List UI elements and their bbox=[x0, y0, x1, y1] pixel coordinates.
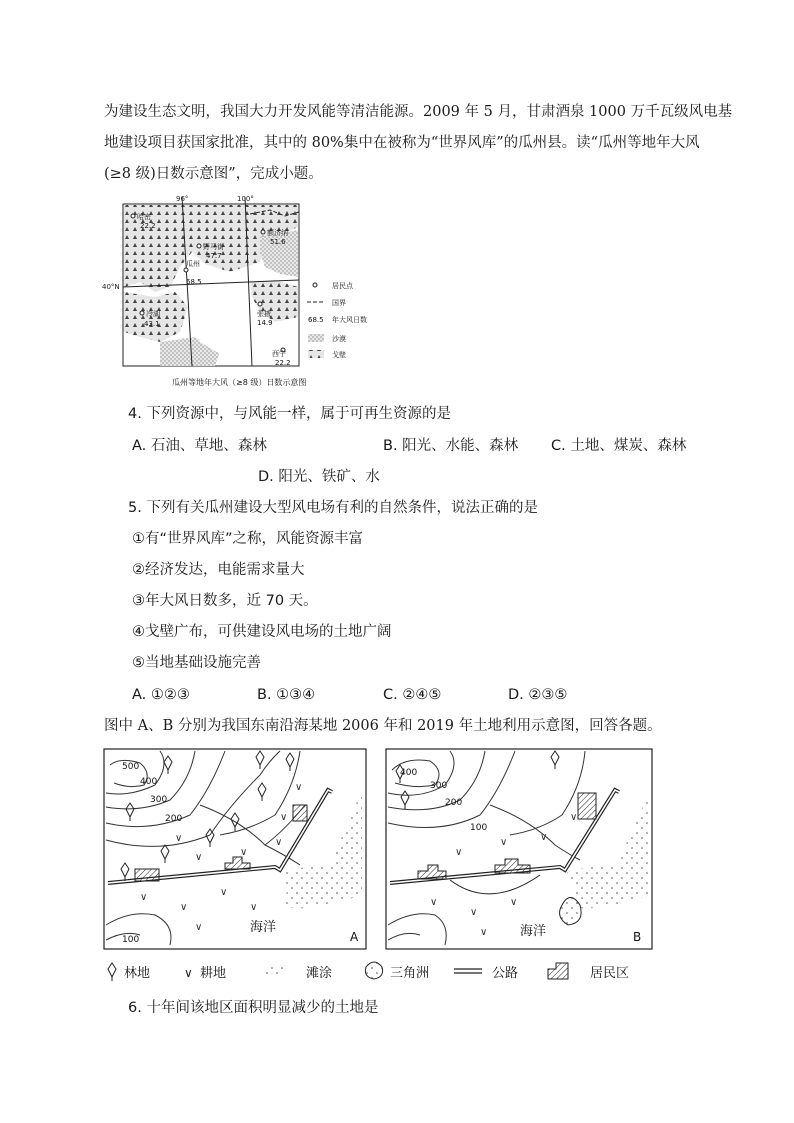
svg-text:22.2: 22.2 bbox=[275, 359, 291, 367]
intro2-text: 图中 A、B 分别为我国东南沿海某地 2006 年和 2019 年土地利用示意图，回答各题。 bbox=[104, 718, 662, 734]
q5-option-b[interactable]: B. ①③④ bbox=[257, 687, 316, 703]
svg-text:∨: ∨ bbox=[275, 837, 283, 848]
q5-stem: 5. 下列有关瓜州建设大型风电场有利的自然条件，说法正确的是 bbox=[128, 500, 538, 516]
svg-text:68.5: 68.5 bbox=[186, 278, 202, 286]
legend-residential: 居民区 bbox=[590, 966, 630, 981]
panel-a bbox=[104, 749, 366, 949]
q5-statement-3: ③年大风日数多，近 70 天。 bbox=[132, 593, 318, 609]
svg-text:∨: ∨ bbox=[195, 922, 203, 933]
svg-text:∨: ∨ bbox=[430, 897, 438, 908]
contour-100-a: 100 bbox=[122, 935, 140, 945]
contour-300-b: 300 bbox=[430, 781, 448, 791]
q4-option-a[interactable]: A. 石油、草地、森林 bbox=[132, 438, 267, 454]
svg-text:居民点: 居民点 bbox=[332, 282, 353, 290]
svg-text:∨: ∨ bbox=[195, 852, 203, 863]
legend-road: 公路 bbox=[492, 966, 519, 981]
svg-text:51.6: 51.6 bbox=[270, 238, 286, 246]
svg-text:张掖: 张掖 bbox=[257, 310, 271, 318]
svg-text:∨: ∨ bbox=[175, 833, 183, 844]
svg-text:戈壁: 戈壁 bbox=[332, 351, 346, 359]
svg-text:∨: ∨ bbox=[295, 782, 303, 793]
svg-text:年大风日数: 年大风日数 bbox=[332, 316, 367, 324]
contour-500-a: 500 bbox=[122, 762, 140, 772]
svg-text:沙漠: 沙漠 bbox=[332, 335, 346, 343]
svg-text:∨: ∨ bbox=[280, 812, 288, 823]
svg-text:43.1: 43.1 bbox=[144, 320, 160, 328]
svg-text:∨: ∨ bbox=[140, 892, 148, 903]
panel-b bbox=[386, 749, 652, 949]
q5-option-a[interactable]: A. ①②③ bbox=[132, 687, 190, 703]
svg-text:冷湖: 冷湖 bbox=[146, 310, 160, 318]
svg-text:∨: ∨ bbox=[220, 887, 228, 898]
q4-option-b[interactable]: B. 阳光、水能、森林 bbox=[383, 438, 519, 454]
svg-text:∨: ∨ bbox=[250, 902, 258, 913]
svg-text:∨: ∨ bbox=[455, 847, 463, 858]
svg-text:∨: ∨ bbox=[570, 812, 578, 823]
sea-label-b: 海洋 bbox=[520, 924, 547, 939]
sea-label-a: 海洋 bbox=[250, 920, 277, 935]
contour-300-a: 300 bbox=[150, 795, 168, 805]
q4-stem: 4. 下列资源中，与风能一样，属于可再生资源的是 bbox=[128, 406, 451, 422]
svg-text:∨: ∨ bbox=[470, 907, 478, 918]
panel-a-label: A bbox=[350, 930, 359, 944]
lon-96-label: 96° bbox=[176, 195, 189, 203]
map1-legend bbox=[307, 281, 367, 359]
svg-text:∨: ∨ bbox=[240, 847, 248, 858]
contour-400-a: 400 bbox=[140, 777, 158, 787]
intro-line-2: 地建设项目获国家批准，其中的 80%集中在被称为“世界风库”的瓜州县。读“瓜州等地年大风 bbox=[104, 135, 700, 151]
intro-line-3: (≥8 级)日数示意图”，完成小题。 bbox=[104, 166, 323, 182]
map1-caption: 瓜州等地年大风（≥8 级）日数示意图 bbox=[172, 378, 307, 387]
q4-option-d[interactable]: D. 阳光、铁矿、水 bbox=[258, 469, 380, 485]
svg-text:西宁: 西宁 bbox=[272, 350, 286, 358]
q5-option-c[interactable]: C. ②④⑤ bbox=[383, 687, 442, 703]
q5-statement-5: ⑤当地基础设施完善 bbox=[132, 655, 261, 671]
lat-40-label: 40°N bbox=[102, 283, 120, 291]
legend-tidal-flat: 滩涂 bbox=[306, 966, 333, 981]
legend-forest: 林地 bbox=[124, 966, 151, 981]
contour-100-b: 100 bbox=[470, 823, 488, 833]
svg-text:∨: ∨ bbox=[180, 902, 188, 913]
svg-text:额济纳: 额济纳 bbox=[267, 229, 288, 237]
contour-200-b: 200 bbox=[445, 798, 463, 808]
q4-option-c[interactable]: C. 土地、煤炭、森林 bbox=[551, 438, 687, 454]
legend-delta: 三角洲 bbox=[390, 966, 430, 981]
svg-text:47.7: 47.7 bbox=[206, 252, 222, 260]
wind-days-map bbox=[100, 192, 400, 392]
q5-option-d[interactable]: D. ②③⑤ bbox=[508, 687, 568, 703]
legend-farmland: 耕地 bbox=[200, 966, 227, 981]
q5-statement-1: ①有“世界风库”之称，风能资源丰富 bbox=[132, 531, 364, 547]
svg-text:14.9: 14.9 bbox=[257, 319, 273, 327]
svg-text:22.2: 22.2 bbox=[140, 222, 156, 230]
svg-text:哈密: 哈密 bbox=[137, 213, 151, 221]
intro-line-1: 为建设生态文明，我国大力开发风能等清洁能源。2009 年 5 月，甘肃酒泉 1000 万千瓦级风电基 bbox=[104, 104, 733, 120]
svg-text:∨: ∨ bbox=[480, 927, 488, 938]
svg-text:∨: ∨ bbox=[184, 966, 193, 980]
svg-text:野马街: 野马街 bbox=[203, 243, 224, 251]
map2-legend bbox=[108, 962, 629, 981]
land-use-maps bbox=[100, 745, 660, 990]
contour-400-b: 400 bbox=[400, 768, 418, 778]
svg-text:瓜州: 瓜州 bbox=[186, 260, 200, 268]
contour-200-a: 200 bbox=[165, 814, 183, 824]
panel-b-label: B bbox=[633, 930, 642, 944]
svg-text:68.5: 68.5 bbox=[308, 316, 324, 324]
svg-text:∨: ∨ bbox=[540, 832, 548, 843]
q5-statement-2: ②经济发达，电能需求量大 bbox=[132, 562, 305, 578]
svg-text:∨: ∨ bbox=[510, 897, 518, 908]
lon-100-label: 100° bbox=[237, 195, 254, 203]
q5-statement-4: ④戈壁广布，可供建设风电场的土地广阔 bbox=[132, 624, 392, 640]
svg-text:国界: 国界 bbox=[332, 299, 346, 307]
q6-stem: 6. 十年间该地区面积明显减少的土地是 bbox=[128, 1000, 379, 1016]
svg-text:∨: ∨ bbox=[500, 837, 508, 848]
